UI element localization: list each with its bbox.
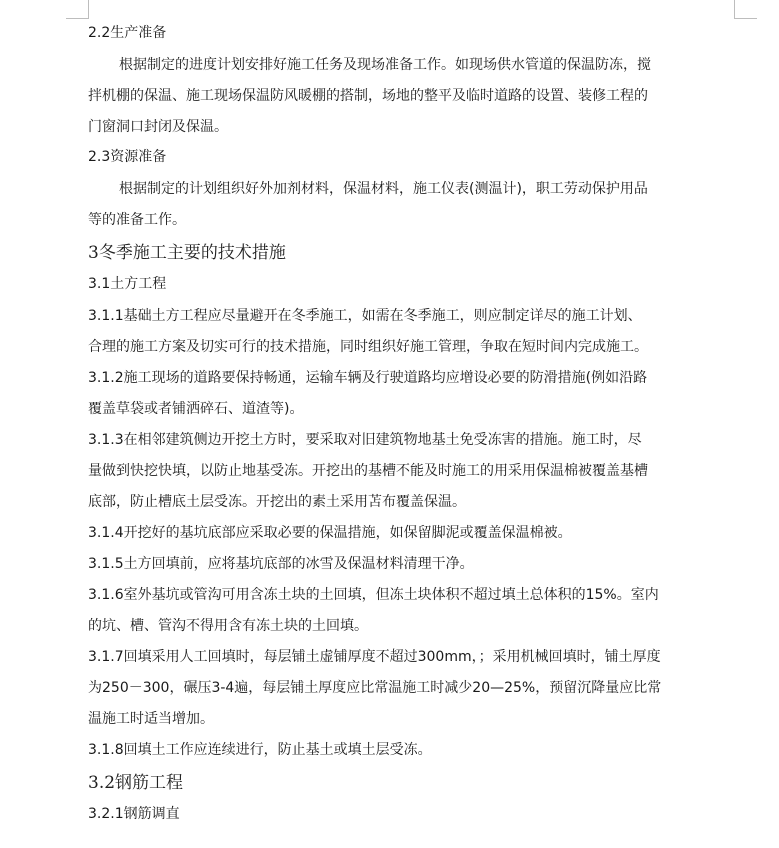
text-line: 门窗洞口封闭及保温。 <box>88 119 228 135</box>
paragraph-resource-prep <box>88 174 736 236</box>
section-heading-2-2: 2.2生产准备 <box>88 25 167 41</box>
text-line: 合理的施工方案及切实可行的技术措施，同时组织好施工管理，争取在短时间内完成施工。 <box>88 339 648 355</box>
clause-3-1-5 <box>88 549 736 580</box>
section-heading-3-2: 3.2钢筋工程 <box>88 773 184 793</box>
text-line: 根据制定的进度计划安排好施工任务及现场准备工作。如现场供水管道的保温防冻，搅 <box>119 57 651 73</box>
text-line: 根据制定的计划组织好外加剂材料，保温材料，施工仪表(测温计)，职工劳动保护用品 <box>119 181 648 197</box>
text-line: 温施工时适当增加。 <box>88 711 214 727</box>
clause-3-1-7 <box>88 642 736 735</box>
text-line: 等的准备工作。 <box>88 212 186 228</box>
text-line: 3.1.6室外基坑或管沟可用含冻土块的土回填，但冻土块体积不超过填土总体积的15%。室内 <box>88 587 659 603</box>
paragraph-production-prep <box>88 50 736 143</box>
page-corner-mark-left <box>66 0 89 19</box>
chapter-heading-3: 3冬季施工主要的技术措施 <box>88 243 286 263</box>
clause-3-1-4 <box>88 518 736 549</box>
text-line: 为250－300，碾压3-4遍，每层铺土厚度应比常温施工时减少20—25%，预留沉降量应比常 <box>88 680 662 696</box>
text-line: 的坑、槽、管沟不得用含有冻土块的土回填。 <box>88 618 368 634</box>
subsection-heading-3-2-1: 3.2.1钢筋调直 <box>88 806 180 822</box>
text-line: 3.1.8回填土工作应连续进行，防止基土或填土层受冻。 <box>88 742 432 758</box>
section-heading-3-1: 3.1土方工程 <box>88 276 167 292</box>
text-line: 3.1.5土方回填前，应将基坑底部的冰雪及保温材料清理干净。 <box>88 556 474 572</box>
clause-3-1-6 <box>88 580 736 642</box>
text-line: 3.1.3在相邻建筑侧边开挖土方时，要采取对旧建筑物地基土免受冻害的措施。施工时，尽 <box>88 432 642 448</box>
text-line: 3.1.2施工现场的道路要保持畅通，运输车辆及行驶道路均应增设必要的防滑措施(例如沿路 <box>88 370 648 386</box>
text-line: 3.1.4开挖好的基坑底部应采取必要的保温措施，如保留脚泥或覆盖保温棉被。 <box>88 525 572 541</box>
page-corner-mark-right <box>734 0 757 19</box>
document-body <box>88 19 736 831</box>
section-heading-2-3: 2.3资源准备 <box>88 149 167 165</box>
clause-3-1-3 <box>88 425 736 518</box>
clause-3-1-8 <box>88 735 736 766</box>
text-line: 覆盖草袋或者铺洒碎石、道渣等)。 <box>88 401 304 417</box>
text-line: 3.1.7回填采用人工回填时，每层铺土虚铺厚度不超过300mm，；采用机械回填时，铺土厚度 <box>88 649 661 665</box>
text-line: 底部，防止槽底土层受冻。开挖出的素土采用苫布覆盖保温。 <box>88 494 466 510</box>
text-line: 拌机棚的保温、施工现场保温防风暖棚的搭制，场地的整平及临时道路的设置、装修工程的 <box>88 88 648 104</box>
text-line: 量做到快挖快填，以防止地基受冻。开挖出的基槽不能及时施工的用采用保温棉被覆盖基槽 <box>88 463 648 479</box>
clause-3-1-2 <box>88 363 736 425</box>
text-line: 3.1.1基础土方工程应尽量避开在冬季施工，如需在冬季施工，则应制定详尽的施工计划、 <box>88 308 642 324</box>
clause-3-1-1 <box>88 301 736 363</box>
